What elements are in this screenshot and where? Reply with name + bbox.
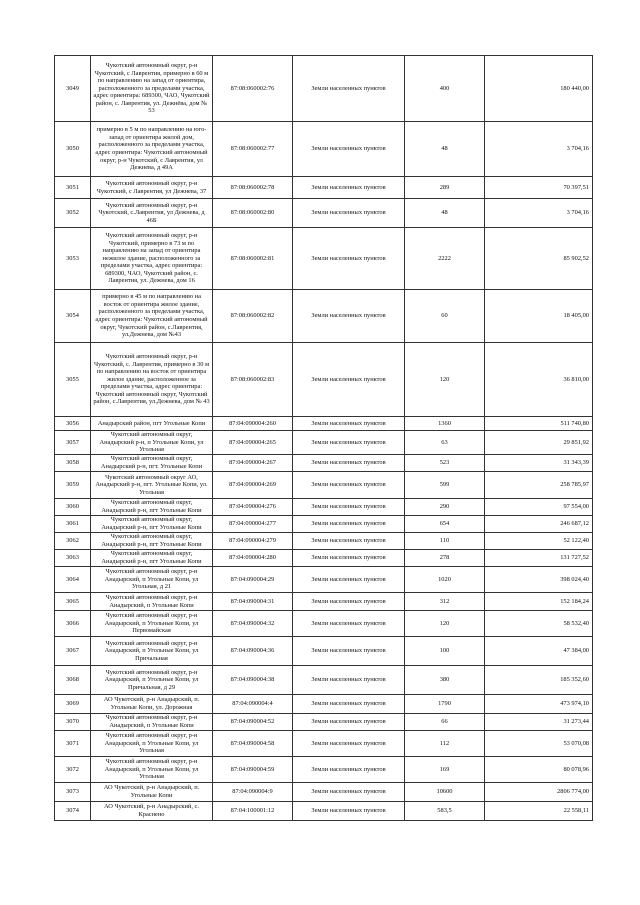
cadastral-value-cell: 47 384,00 [485, 637, 593, 666]
cadastral-value-cell: 3 704,16 [485, 122, 593, 177]
area-cell: 400 [405, 56, 485, 122]
area-cell: 48 [405, 199, 485, 228]
cadastral-number-cell: 87:08:060002:78 [213, 177, 293, 199]
address-cell: АО Чукотский, р-н Анадырский, п. Угольные Копи [91, 783, 213, 802]
table-body [55, 56, 593, 821]
cadastral-value-cell: 473 974,10 [485, 695, 593, 714]
cadastral-value-cell: 511 740,80 [485, 417, 593, 431]
address-cell: Чукотский автономный округ, р-н Чукотский, с. Лаврентия, примерно в 30 м по направлению на восток от ориентира жилое здание, расположенное за пределами участка, адрес ориентира: Чукотский автономный округ, Чукотский район, с.Лаврентия, ул.Дежнева, дом № 43 [91, 343, 213, 417]
cadastral-value-cell: 31 273,44 [485, 714, 593, 731]
area-cell: 10600 [405, 783, 485, 802]
area-cell: 120 [405, 611, 485, 637]
area-cell: 278 [405, 550, 485, 567]
area-cell: 1360 [405, 417, 485, 431]
area-cell: 290 [405, 499, 485, 516]
row-number-cell: 3071 [55, 731, 91, 757]
row-number-cell: 3061 [55, 516, 91, 533]
row-number-cell: 3073 [55, 783, 91, 802]
address-cell: Чукотский автономный округ, р-н Анадырский, п Угольные Копи, ул Первомайская [91, 611, 213, 637]
area-cell: 654 [405, 516, 485, 533]
row-number-cell: 3064 [55, 567, 91, 593]
table-row [55, 455, 593, 472]
table-row [55, 757, 593, 783]
cadastral-number-cell: 87:04:090004:277 [213, 516, 293, 533]
land-category-cell: Земли населенных пунктов [293, 802, 405, 821]
cadastral-value-cell: 58 532,40 [485, 611, 593, 637]
cadastral-value-cell: 152 184,24 [485, 593, 593, 611]
cadastral-number-cell: 87:04:090004:267 [213, 455, 293, 472]
cadastral-number-cell: 87:04:090004:29 [213, 567, 293, 593]
area-cell: 63 [405, 431, 485, 455]
cadastral-number-cell: 87:08:060002:81 [213, 228, 293, 290]
land-category-cell: Земли населенных пунктов [293, 56, 405, 122]
land-category-cell: Земли населенных пунктов [293, 731, 405, 757]
land-category-cell: Земли населенных пунктов [293, 567, 405, 593]
area-cell: 523 [405, 455, 485, 472]
address-cell: Чукотский автономный округ, р-н Анадырский, п Угольные Копи [91, 593, 213, 611]
area-cell: 312 [405, 593, 485, 611]
table-row [55, 228, 593, 290]
land-category-cell: Земли населенных пунктов [293, 122, 405, 177]
land-category-cell: Земли населенных пунктов [293, 199, 405, 228]
table-row [55, 802, 593, 821]
cadastral-number-cell: 87:04:090004:279 [213, 533, 293, 550]
address-cell: Чукотский автономный округ, р-н Чукотский, примерно в 73 м по направлению на запад от ориентира нежилое здание, расположенного за пределами участка, адрес ориентира: 689300, ЧАО, Чукотский район, с. Лаврентия, ул. Дежнева, дом 16 [91, 228, 213, 290]
row-number-cell: 3070 [55, 714, 91, 731]
table-row [55, 550, 593, 567]
address-cell: Чукотский автономный округ, Анадырский р-н, пгт Угольные Копи [91, 550, 213, 567]
cadastral-value-cell: 36 810,00 [485, 343, 593, 417]
land-category-cell: Земли населенных пунктов [293, 550, 405, 567]
table-row [55, 56, 593, 122]
table-row [55, 290, 593, 343]
row-number-cell: 3054 [55, 290, 91, 343]
address-cell: примерно в 5 м по направлению на юго-запад от ориентира жилой дом, расположенного за пределами участка, адрес ориентира: Чукотский автономный округ, р-н Чукотский, с Лаврентия, ул Дежнева, д 49А [91, 122, 213, 177]
land-category-cell: Земли населенных пунктов [293, 695, 405, 714]
table-row [55, 417, 593, 431]
table-row [55, 472, 593, 499]
land-category-cell: Земли населенных пунктов [293, 611, 405, 637]
row-number-cell: 3072 [55, 757, 91, 783]
address-cell: АО Чукотский, р-н Анадырский, п. Угольные Копи, ул. Дорожная [91, 695, 213, 714]
cadastral-value-cell: 185 352,60 [485, 666, 593, 695]
row-number-cell: 3068 [55, 666, 91, 695]
cadastral-number-cell: 87:04:090004:4 [213, 695, 293, 714]
area-cell: 60 [405, 290, 485, 343]
land-category-cell: Земли населенных пунктов [293, 431, 405, 455]
land-category-cell: Земли населенных пунктов [293, 533, 405, 550]
cadastral-value-cell: 18 405,00 [485, 290, 593, 343]
table-row [55, 695, 593, 714]
cadastral-value-cell: 85 902,52 [485, 228, 593, 290]
cadastral-number-cell: 87:04:090004:36 [213, 637, 293, 666]
cadastral-number-cell: 87:04:100001:12 [213, 802, 293, 821]
address-cell: Чукотский автономный округ, Анадырский р-н, пгт. Угольные Копи [91, 455, 213, 472]
table-row [55, 499, 593, 516]
cadastral-value-cell: 3 704,16 [485, 199, 593, 228]
land-category-cell: Земли населенных пунктов [293, 637, 405, 666]
row-number-cell: 3074 [55, 802, 91, 821]
table-row [55, 431, 593, 455]
cadastral-value-cell: 22 558,11 [485, 802, 593, 821]
cadastral-number-cell: 87:04:090004:260 [213, 417, 293, 431]
row-number-cell: 3058 [55, 455, 91, 472]
table-row [55, 516, 593, 533]
table-row [55, 666, 593, 695]
cadastral-number-cell: 87:04:090004:31 [213, 593, 293, 611]
cadastral-value-cell: 52 122,40 [485, 533, 593, 550]
area-cell: 2222 [405, 228, 485, 290]
address-cell: Чукотский автономный округ, Анадырский р-н, пгт Угольные Копи [91, 499, 213, 516]
cadastral-number-cell: 87:08:060002:76 [213, 56, 293, 122]
cadastral-number-cell: 87:08:060002:80 [213, 199, 293, 228]
area-cell: 100 [405, 637, 485, 666]
row-number-cell: 3062 [55, 533, 91, 550]
land-category-cell: Земли населенных пунктов [293, 516, 405, 533]
table-row [55, 122, 593, 177]
land-category-cell: Земли населенных пунктов [293, 343, 405, 417]
row-number-cell: 3066 [55, 611, 91, 637]
cadastral-value-cell: 2806 774,00 [485, 783, 593, 802]
address-cell: Чукотский автономный округ, р-н Анадырский, п Угольные Копи, ул Причальная [91, 637, 213, 666]
row-number-cell: 3053 [55, 228, 91, 290]
land-plots-table [54, 55, 593, 821]
area-cell: 110 [405, 533, 485, 550]
address-cell: Чукотский автономный округ, р-н Чукотский, с Лаврентия, ул Дежнева, 37 [91, 177, 213, 199]
area-cell: 1790 [405, 695, 485, 714]
address-cell: Чукотский автономный округ, Анадырский р-н, пгт Угольные Копи [91, 516, 213, 533]
row-number-cell: 3067 [55, 637, 91, 666]
land-category-cell: Земли населенных пунктов [293, 714, 405, 731]
cadastral-number-cell: 87:04:090004:32 [213, 611, 293, 637]
table-row [55, 637, 593, 666]
cadastral-number-cell: 87:04:090004:9 [213, 783, 293, 802]
land-category-cell: Земли населенных пунктов [293, 757, 405, 783]
address-cell: Чукотский автономный округ, р-н Анадырский, п Угольные Копи, ул Причальная, д 29 [91, 666, 213, 695]
table-row [55, 343, 593, 417]
land-category-cell: Земли населенных пунктов [293, 455, 405, 472]
land-category-cell: Земли населенных пунктов [293, 228, 405, 290]
cadastral-number-cell: 87:04:090004:52 [213, 714, 293, 731]
table-row [55, 731, 593, 757]
row-number-cell: 3056 [55, 417, 91, 431]
cadastral-number-cell: 87:04:090004:58 [213, 731, 293, 757]
table-row [55, 177, 593, 199]
address-cell: Чукотский автономный округ, р-н Анадырский, п Угольные Копи [91, 714, 213, 731]
area-cell: 1020 [405, 567, 485, 593]
address-cell: АО Чукотский, р-н Анадырский, с. Краснено [91, 802, 213, 821]
land-category-cell: Земли населенных пунктов [293, 666, 405, 695]
cadastral-number-cell: 87:08:060002:77 [213, 122, 293, 177]
land-plots-table-page [54, 55, 592, 821]
cadastral-value-cell: 31 343,39 [485, 455, 593, 472]
row-number-cell: 3049 [55, 56, 91, 122]
land-category-cell: Земли населенных пунктов [293, 783, 405, 802]
address-cell: Анадырский район, пгт Угольные Копи [91, 417, 213, 431]
address-cell: Чукотский автономный округ, Анадырский р-н, п Угольные Копи, ул Угольная [91, 431, 213, 455]
row-number-cell: 3069 [55, 695, 91, 714]
area-cell: 289 [405, 177, 485, 199]
cadastral-number-cell: 87:08:060002:82 [213, 290, 293, 343]
land-category-cell: Земли населенных пунктов [293, 499, 405, 516]
row-number-cell: 3055 [55, 343, 91, 417]
table-row [55, 611, 593, 637]
cadastral-value-cell: 246 687,12 [485, 516, 593, 533]
area-cell: 380 [405, 666, 485, 695]
address-cell: Чукотский автономный округ, р-н Анадырский, п Угольные Копи, ул Угольная [91, 757, 213, 783]
area-cell: 66 [405, 714, 485, 731]
cadastral-value-cell: 180 440,00 [485, 56, 593, 122]
row-number-cell: 3059 [55, 472, 91, 499]
area-cell: 599 [405, 472, 485, 499]
cadastral-number-cell: 87:04:090004:276 [213, 499, 293, 516]
address-cell: Чукотский автономный округ, Анадырский р-н, пгт Угольные Копи [91, 533, 213, 550]
cadastral-number-cell: 87:04:090004:265 [213, 431, 293, 455]
cadastral-value-cell: 80 078,96 [485, 757, 593, 783]
land-category-cell: Земли населенных пунктов [293, 417, 405, 431]
row-number-cell: 3051 [55, 177, 91, 199]
area-cell: 112 [405, 731, 485, 757]
cadastral-value-cell: 398 024,40 [485, 567, 593, 593]
table-row [55, 567, 593, 593]
land-category-cell: Земли населенных пунктов [293, 472, 405, 499]
table-row [55, 533, 593, 550]
cadastral-value-cell: 97 554,00 [485, 499, 593, 516]
cadastral-value-cell: 258 785,97 [485, 472, 593, 499]
area-cell: 169 [405, 757, 485, 783]
row-number-cell: 3057 [55, 431, 91, 455]
row-number-cell: 3060 [55, 499, 91, 516]
address-cell: Чукотский автономный округ, р-н Анадырский, п Угольные Копи, ул Угольная [91, 731, 213, 757]
address-cell: Чукотский автономный округ, р-н Чукотский, с.Лаврентия, ул Дежнева, д 46Б [91, 199, 213, 228]
cadastral-number-cell: 87:04:090004:280 [213, 550, 293, 567]
table-row [55, 593, 593, 611]
cadastral-value-cell: 53 070,08 [485, 731, 593, 757]
address-cell: Чукотский автономный округ, р-н Анадырский, п Угольные Копи, ул Угольная, д 21 [91, 567, 213, 593]
cadastral-value-cell: 70 397,51 [485, 177, 593, 199]
row-number-cell: 3050 [55, 122, 91, 177]
row-number-cell: 3063 [55, 550, 91, 567]
cadastral-number-cell: 87:04:090004:269 [213, 472, 293, 499]
cadastral-number-cell: 87:04:090004:59 [213, 757, 293, 783]
cadastral-number-cell: 87:04:090004:38 [213, 666, 293, 695]
land-category-cell: Земли населенных пунктов [293, 593, 405, 611]
cadastral-number-cell: 87:08:060002:83 [213, 343, 293, 417]
cadastral-value-cell: 131 727,52 [485, 550, 593, 567]
address-cell: примерно в 45 м по направлению на восток от ориентира жилое здание, расположенного за пределами участка, адрес ориентира: Чукотский автономный округ, Чукотский район, с.Лаврентия, ул.Дежнева, дом №43 [91, 290, 213, 343]
row-number-cell: 3052 [55, 199, 91, 228]
land-category-cell: Земли населенных пунктов [293, 177, 405, 199]
row-number-cell: 3065 [55, 593, 91, 611]
table-row [55, 714, 593, 731]
table-row [55, 199, 593, 228]
table-row [55, 783, 593, 802]
address-cell: Чукотский автономный округ АО, Анадырский р-н, пгт. Угольные Копи, ул. Угольная [91, 472, 213, 499]
address-cell: Чукотский автономный округ, р-н Чукотский, с Лаврентия, примерно в 60 м по направлению на запад от ориентира, расположенного за пределами участка, адрес ориентира: 689300, ЧАО, Чукотский район, с. Лаврентия, ул. Дежнёва, дом № 53 [91, 56, 213, 122]
area-cell: 583,5 [405, 802, 485, 821]
area-cell: 48 [405, 122, 485, 177]
land-category-cell: Земли населенных пунктов [293, 290, 405, 343]
cadastral-value-cell: 29 851,92 [485, 431, 593, 455]
area-cell: 120 [405, 343, 485, 417]
